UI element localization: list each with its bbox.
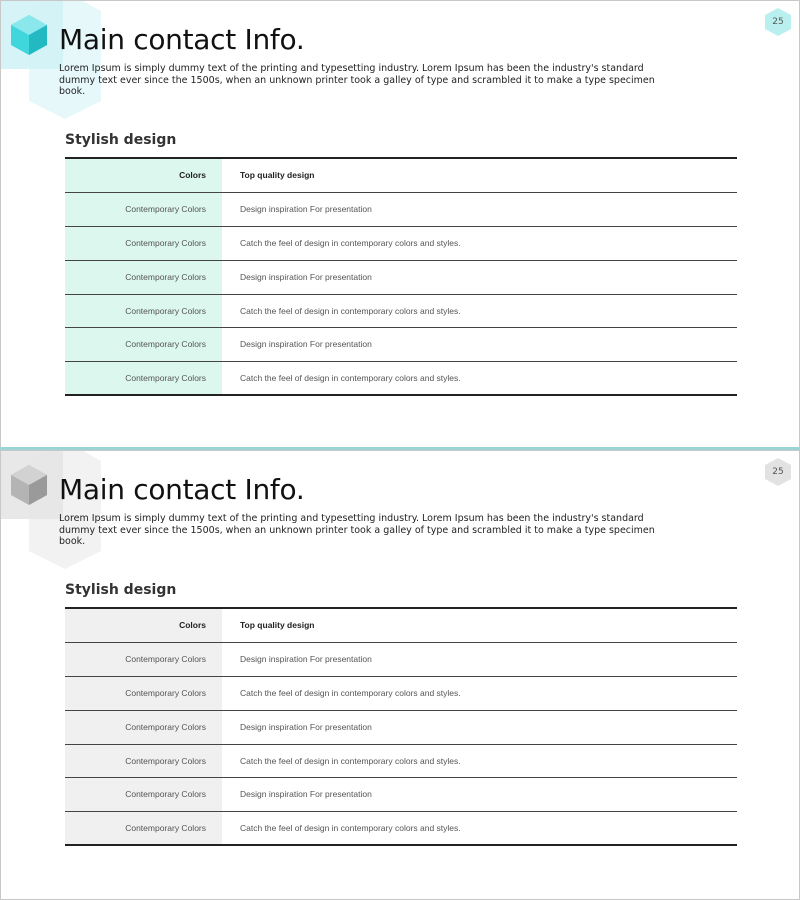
table-row	[65, 745, 737, 779]
design-table	[65, 157, 737, 396]
table-row	[65, 227, 737, 261]
row-label: Contemporary Colors	[65, 261, 222, 294]
row-label: Contemporary Colors	[65, 677, 222, 710]
table-header-row	[65, 159, 737, 193]
table-row	[65, 643, 737, 677]
row-value: Catch the feel of design in contemporary colors and styles.	[240, 687, 461, 698]
row-value: Catch the feel of design in contemporary colors and styles.	[240, 823, 461, 834]
header-cell-colors: Colors	[65, 159, 222, 192]
row-label: Contemporary Colors	[65, 295, 222, 328]
header-cell-colors: Colors	[65, 609, 222, 642]
page-number: 25	[772, 17, 784, 27]
table-subtitle: Stylish design	[65, 132, 177, 148]
row-label: Contemporary Colors	[65, 227, 222, 260]
row-label: Contemporary Colors	[65, 711, 222, 744]
page-number-badge	[763, 7, 793, 37]
row-value: Catch the feel of design in contemporary colors and styles.	[240, 305, 461, 316]
row-value: Catch the feel of design in contemporary colors and styles.	[240, 237, 461, 248]
header-cell-quality: Top quality design	[240, 620, 315, 630]
table-row	[65, 778, 737, 812]
row-value: Design inspiration For presentation	[240, 721, 372, 732]
slide-gray-variant	[0, 450, 800, 900]
hexagon-cube-decoration	[1, 1, 111, 121]
row-value: Design inspiration For presentation	[240, 789, 372, 800]
table-row	[65, 295, 737, 329]
row-label: Contemporary Colors	[65, 778, 222, 811]
design-table	[65, 607, 737, 846]
page-number: 25	[772, 467, 784, 477]
row-label: Contemporary Colors	[65, 745, 222, 778]
row-label: Contemporary Colors	[65, 193, 222, 226]
table-row	[65, 711, 737, 745]
header-cell-quality: Top quality design	[240, 170, 315, 180]
page-number-badge	[763, 457, 793, 487]
slide-title: Main contact Info.	[59, 473, 305, 506]
row-label: Contemporary Colors	[65, 812, 222, 844]
slide-description: Lorem Ipsum is simply dummy text of the printing and typesetting industry. Lorem Ipsum has been the industry's standard dummy text ever since the 1500s, when an unknown printer took a galley of type and scrambled it to make a type specimen book.	[59, 513, 655, 547]
table-row	[65, 677, 737, 711]
table-row	[65, 812, 737, 846]
row-value: Design inspiration For presentation	[240, 203, 372, 214]
row-value: Catch the feel of design in contemporary colors and styles.	[240, 373, 461, 384]
table-subtitle: Stylish design	[65, 582, 177, 598]
row-label: Contemporary Colors	[65, 362, 222, 394]
table-row	[65, 261, 737, 295]
row-value: Catch the feel of design in contemporary colors and styles.	[240, 755, 461, 766]
row-label: Contemporary Colors	[65, 328, 222, 361]
slide-description: Lorem Ipsum is simply dummy text of the printing and typesetting industry. Lorem Ipsum has been the industry's standard dummy text ever since the 1500s, when an unknown printer took a galley of type and scrambled it to make a type specimen book.	[59, 63, 655, 97]
table-header-row	[65, 609, 737, 643]
row-value: Design inspiration For presentation	[240, 271, 372, 282]
table-row	[65, 362, 737, 396]
table-row	[65, 193, 737, 227]
row-label: Contemporary Colors	[65, 643, 222, 676]
hexagon-cube-decoration	[1, 451, 111, 571]
row-value: Design inspiration For presentation	[240, 339, 372, 350]
row-value: Design inspiration For presentation	[240, 653, 372, 664]
slide-title: Main contact Info.	[59, 23, 305, 56]
table-row	[65, 328, 737, 362]
